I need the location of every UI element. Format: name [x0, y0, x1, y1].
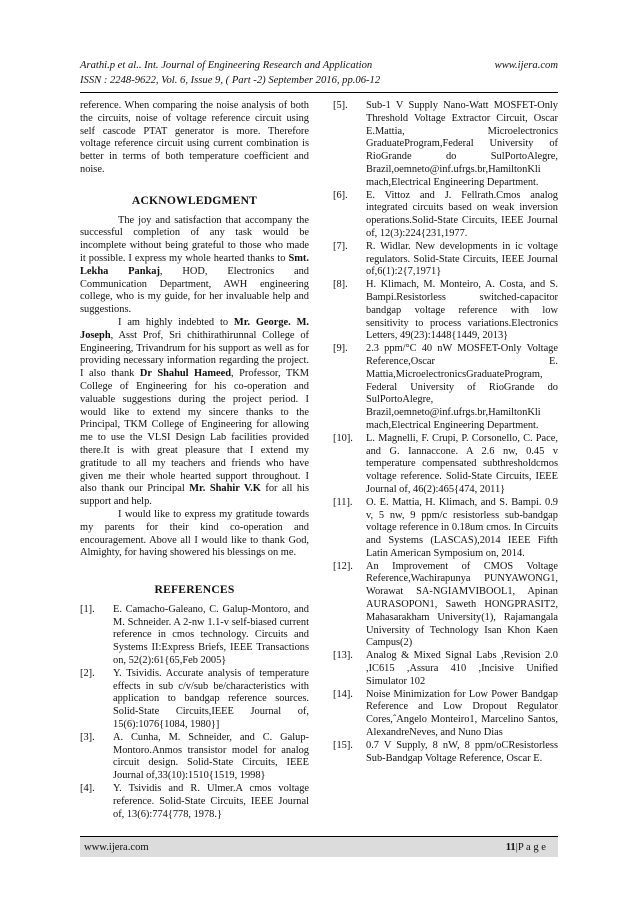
- reference-text: Analog & Mixed Signal Labs ,Revision 2.0 ,IC615 ,Assura 410 ,Incisive Unified Simulator 102: [366, 650, 558, 687]
- page-number: 11|P a g e: [505, 841, 546, 853]
- journal-website[interactable]: www.ijera.com: [494, 60, 558, 71]
- reference-number: [2].: [80, 667, 95, 679]
- reference-item: [333, 343, 558, 433]
- references-list-left: [80, 604, 309, 822]
- references-list-right: [333, 100, 558, 765]
- reference-item: [333, 100, 558, 190]
- reference-text: Y. Tsividis and R. Ulmer.A cmos voltage reference. Solid-State Circuits, IEEE Journal of, 13(6):774{778, 1978.}: [113, 783, 309, 820]
- reference-item: [333, 740, 558, 766]
- reference-item: [333, 279, 558, 343]
- reference-item: [333, 689, 558, 740]
- reference-number: [13].: [333, 650, 353, 662]
- reference-item: [333, 190, 558, 241]
- ack-paragraph-2: I am highly indebted to Mr. George. M. Joseph, Asst Prof, Sri chithirathirunnal College of Engineering, Trivandrum for his support as well as for providing necessary information regarding the project. I also thank Dr Shahul Hameed, Professor, TKM College of Engineering for his co-operation and valuable suggestions during the project period. I would like to extend my sincere thanks to the Principal, TKM College of Engineering for allowing me to use the VLSI Design Lab facilities provided there.It is with great pleasure that I extend my gratitude to all my teachers and friends who have given me their whole hearted support throughout. I also thank our Principal Mr. Shahir V.K for all his support and help.: [80, 316, 310, 508]
- reference-item: [80, 732, 309, 783]
- running-header: [80, 58, 558, 88]
- principal-name: Mr. Shahir V.K: [189, 483, 261, 495]
- page-footer: [80, 836, 558, 857]
- reference-text: E. Vittoz and J. Fellrath.Cmos analog integrated circuits based on weak inversion operations.Solid-State Circuits, IEEE Journal of, 12(3):224{231,1977.: [366, 189, 558, 239]
- reference-number: [7].: [333, 240, 348, 252]
- guide-name: Smt. Lekha Pankaj: [80, 252, 309, 277]
- issn-line: ISSN : 2248-9622, Vol. 6, Issue 9, ( Part -2) September 2016, pp.06-12: [80, 75, 381, 86]
- reference-item: [333, 561, 558, 651]
- reference-number: [9].: [333, 343, 348, 355]
- reference-text: E. Camacho-Galeano, C. Galup-Montoro, and M. Schneider. A 2-nw 1.1-v self-biased current reference in cmos technology. Circuits and Systems II:Express Briefs, IEEE Transactions on, 52(2):61{65,Feb 2005}: [113, 603, 309, 667]
- reference-number: [11].: [333, 496, 353, 508]
- footer-website[interactable]: www.ijera.com: [84, 841, 149, 853]
- reference-number: [10].: [333, 432, 353, 444]
- journal-citation: Arathi.p et al.. Int. Journal of Engineering Research and Application: [80, 60, 373, 71]
- reference-number: [4].: [80, 783, 95, 795]
- ack-paragraph-3: I would like to express my gratitude towards my parents for their kind co-operation and encouragement. Above all I would like to thank God, Almighty, for having showered his blessings on me.: [80, 508, 309, 559]
- professor-name: Dr Shahul Hameed: [139, 368, 231, 380]
- references-heading: REFERENCES: [154, 583, 235, 597]
- reference-text: H. Klimach, M. Monteiro, A. Costa, and S. Bampi.Resistorless switched-capacitor bandgap voltage reference with low sensitivity to process variations.Electronics Letters, 49(23):1448{1449, 2013}: [366, 279, 558, 342]
- left-column: [80, 100, 309, 821]
- reference-item: [333, 241, 558, 279]
- reference-text: R. Widlar. New developments in ic voltage regulators. Solid-State Circuits, IEEE Journal of,6(1):2{7,1971}: [366, 240, 558, 278]
- reference-item: [333, 650, 558, 688]
- reference-item: [333, 497, 558, 561]
- reference-number: [8].: [333, 279, 348, 291]
- reference-text: An Improvement of CMOS Voltage Reference,Wachirapunya PUNYAWONG1, Worawat SA-NGIAMVIBOOL1, Apinan AURASOPON1, Saweth HONGPRASIT2, Mahasarakham University(1), Rajamangala University of Technology Isan Khon Kaen Campus(2): [366, 560, 558, 649]
- reference-number: [15].: [333, 739, 353, 751]
- intro-paragraph: reference. When comparing the noise analysis of both the circuits, noise of voltage reference circuit using self cascode PTAT generator is more. Therefore voltage reference circuit using current combination is better in terms of both temperature coefficient and noise.: [80, 100, 309, 175]
- reference-item: [80, 668, 309, 732]
- mentor-name: Mr. George. M. Joseph: [80, 316, 309, 341]
- reference-item: [80, 604, 309, 668]
- header-rule: [80, 92, 558, 93]
- reference-text: L. Magnelli, F. Crupi, P. Corsonello, C. Pace, and G. Iannaccone. A 2.6 nw, 0.45 v temperature compensated subthresholdcmos voltage reference. Solid-State Circuits, IEEE Journal of, 46(2):465{474, 2011}: [366, 432, 558, 495]
- acknowledgment-heading: ACKNOWLEDGMENT: [131, 193, 258, 207]
- reference-number: [1].: [80, 603, 95, 615]
- reference-text: 0.7 V Supply, 8 nW, 8 ppm/oCResistorless Sub-Bandgap Voltage Reference, Oscar E.: [366, 739, 558, 764]
- reference-item: [80, 783, 309, 821]
- reference-item: [333, 433, 558, 497]
- reference-number: [5].: [333, 100, 348, 111]
- reference-number: [3].: [80, 731, 95, 743]
- reference-text: Noise Minimization for Low Power Bandgap Reference and Low Dropout Regulator Cores,ˆAngelo Monteiro1, Marcelino Santos, AlexandreNeves, and Nuno Dias: [366, 688, 558, 739]
- reference-number: [12].: [333, 560, 353, 572]
- reference-text: O. E. Mattia, H. Klimach, and S. Bampi. 0.9 v, 5 nw, 9 ppm/c resistorless sub-bandgap voltage reference in 0.18um cmos. In Circuits and Systems (LASCAS),2014 IEEE Fifth Latin American Symposium on, 2014.: [366, 496, 558, 559]
- reference-number: [6].: [333, 189, 348, 201]
- ack-paragraph-1: The joy and satisfaction that accompany the successful completion of any task would be incomplete without being grateful to those who made it possible. I express my whole hearted thanks to Smt. Lekha Pankaj, HOD, Electronics and Communication Department, AWH engineering college, who is my guide, for her invaluable help and suggestions.: [80, 214, 309, 316]
- reference-text: 2.3 ppm/°C 40 nW MOSFET-Only Voltage Reference,Oscar E. Mattia,MicroelectronicsGraduateProgram, Federal University of RioGrande do SulPortoAlegre, Brazil,oemneto@inf.ufrgs.br,HamiltonKli mach,Electrical Engineering Department.: [366, 343, 558, 431]
- reference-text: Y. Tsividis. Accurate analysis of temperature effects in sub c/v/sub be/characteristics with application to bandgap reference sources. Solid-State Circuits,IEEE Journal of, 15(6):1076{1084, 1980}]: [113, 667, 309, 731]
- right-column: [333, 100, 558, 765]
- reference-text: Sub-1 V Supply Nano-Watt MOSFET-Only Threshold Voltage Extractor Circuit, Oscar E.Mattia, Microelectronics GraduateProgram,Federal University of RioGrande do SulPortoAlegre, Brazil,oemneto@inf.ufrgs.br,HamiltonKli mach,Electrical Engineering Department.: [366, 100, 558, 188]
- reference-number: [14].: [333, 688, 353, 700]
- reference-text: A. Cunha, M. Schneider, and C. Galup-Montoro.Anmos transistor model for analog circuit design. Solid-State Circuits, IEEE Journal of,33(10):1510{1519, 1998}: [113, 731, 309, 782]
